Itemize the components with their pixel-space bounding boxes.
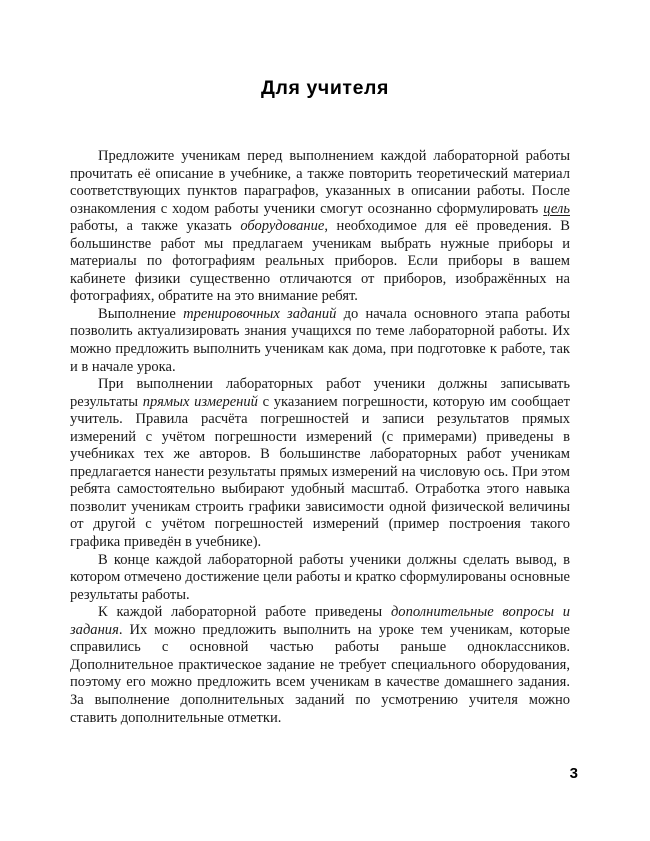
emphasis-term: прямых измерений xyxy=(142,393,258,410)
paragraph-p5: К каждой лабораторной работе приведены дополнительные вопросы и задания. Их можно предложить выполнить на уроке тем ученикам, которые справились с основной частью работы раньше одноклассников. Дополнительное практическое задание не требует специального оборудования, поэтому его можно предложить всем ученикам в качестве домашнего задания. За выполнение дополнительных заданий по усмотрению учителя можно ставить дополнительные отметки. xyxy=(70,604,570,726)
paragraph-p3: При выполнении лабораторных работ ученики должны записывать результаты прямых измерений с указанием погрешности, которую им сообщает учитель. Правила расчёта погрешностей и записи результатов прямых измерений с учётом погрешности измерений (с примерами) приведены в учебниках тех же авторов. В большинстве лабораторных работ ученикам предлагается нанести результаты прямых измерений на числовую ось. При этом ребята самостоятельно выбирают удобный масштаб. Отработка этого навыка позволит ученикам строить графики зависимости одной физической величины от другой с учётом погрешностей измерений (пример построения такого графика приведён в учебнике). xyxy=(70,376,570,551)
emphasis-term: оборудование xyxy=(240,218,325,235)
emphasis-term: цель xyxy=(543,200,570,217)
page-title: Для учителя xyxy=(261,77,389,100)
paragraph-p1: Предложите ученикам перед выполнением каждой лабораторной работы прочитать её описание в учебнике, а также повторить теоретический материал соответствующих пунктов параграфов, указанных в описании работы. После ознакомления с ходом работы ученики смогут осознанно сформулировать цель работы, а также указать оборудование, необходимое для её проведения. В большинстве работ мы предлагаем ученикам выбрать нужные приборы и материалы по фотографиям реальных приборов. Если приборы в вашем кабинете физики существенно отличаются от приборов, изображённых на фотографиях, обратите на это внимание ребят. xyxy=(70,148,570,305)
body-text-block xyxy=(70,148,570,727)
paragraph-p2: Выполнение тренировочных заданий до начала основного этапа работы позволить актуализировать знания учащихся по теме лабораторной работы. Их можно предложить выполнить ученикам как дома, при подготовке к работе, так и в начале урока. xyxy=(70,305,570,375)
page-number: 3 xyxy=(569,765,578,782)
paragraph-p4: В конце каждой лабораторной работы ученики должны сделать вывод, в котором отмечено достижение цели работы и кратко сформулированы основные результаты работы. xyxy=(70,551,570,603)
emphasis-term: тренировочных заданий xyxy=(183,305,337,322)
emphasis-term: дополнительные вопросы и задания xyxy=(70,604,570,638)
